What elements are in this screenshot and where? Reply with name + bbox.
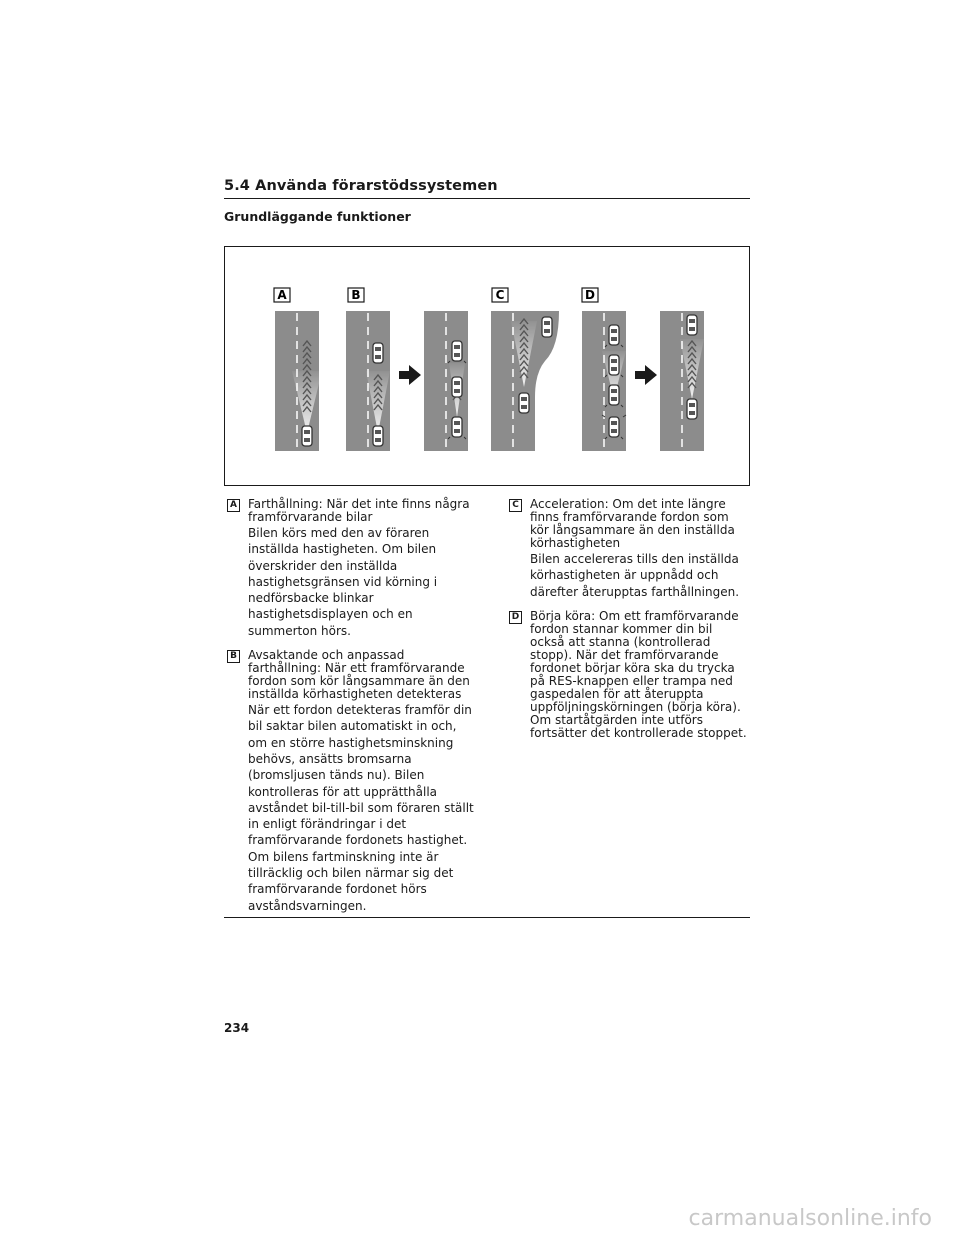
label-d: D [585,288,595,302]
arrow-right-icon [399,365,421,385]
item-b-body: När ett fordon detekteras framför din bil saktar bilen automatiskt in och, om en större hastighetsminskning behövs, ansätts bromsarna (bromsljusen tänds nu). Bilen kontrolleras för att upprätthålla avståndet bil-till-bil som föraren ställt in enligt förändringar i det framförvarande fordonets hastighet. Om bilens fartminskning inte är tillräcklig och bilen närmar sig det framförvarande fordonet hörs avståndsvarningen. [248,703,474,913]
label-a-box [274,288,290,302]
watermark: carmanualsonline.info [688,1206,932,1231]
label-a: A [277,288,287,302]
item-c-body: Bilen accelereras tills den inställda körhastigheten är uppnådd och därefter återupptas farthållningen. [530,552,740,599]
road-b1 [346,311,390,451]
item-a-heading: Farthållning: När det inte finns några framförvarande bilar [248,497,470,524]
road-c [491,311,559,451]
section-divider [224,198,750,199]
arrow-right-icon [635,365,657,385]
item-a [224,498,474,639]
item-c-heading: Acceleration: Om det inte längre finns framförvarande fordon som kör långsammare än den inställda körhastigheten [530,497,735,550]
badge-c: C [509,499,522,512]
badge-b: B [227,650,240,663]
page-subtitle: Grundläggande funktioner [224,209,411,224]
label-b-box [348,288,364,302]
badge-d: D [509,611,522,624]
item-d-heading: Börja köra: Om ett framförvarande fordon stannar kommer din bil också att stanna (kontrollerad stopp). När det framförvarande fordonet börjar köra ska du trycka på RES-knappen eller trampa ned gaspedalen för att återuppta uppföljningskörningen (börja köra). Om startåtgärden inte utförs fortsätter det kontrollerade stoppet. [530,608,747,740]
text-column-right [506,498,750,750]
item-b [224,649,474,914]
item-d [506,610,750,740]
item-c [506,498,750,600]
road-d1 [582,311,626,451]
badge-a: A [227,499,240,512]
road-d2 [660,311,704,451]
acc-diagram [224,246,750,486]
label-b: B [351,288,361,302]
road-b2 [424,311,468,451]
bottom-divider [224,917,750,918]
item-a-body: Bilen körs med den av föraren inställda hastigheten. Om bilen överskrider den inställda hastighetsgränsen vid körning i nedförsbacke blinkar hastighetsdisplayen och en summerton hörs. [248,526,438,638]
acc-diagram-svg [225,247,751,487]
label-c-box [492,288,508,302]
page-number: 234 [224,1021,250,1035]
text-column-left [224,498,474,924]
road-a [275,311,322,451]
section-title: 5.4 Använda förarstödssystemen [224,178,498,194]
label-c: C [495,288,505,302]
label-d-box [582,288,598,302]
item-b-heading: Avsaktande och anpassad farthållning: När ett framförvarande fordon som kör långsammare än den inställda körhastigheten detekteras [248,648,470,702]
